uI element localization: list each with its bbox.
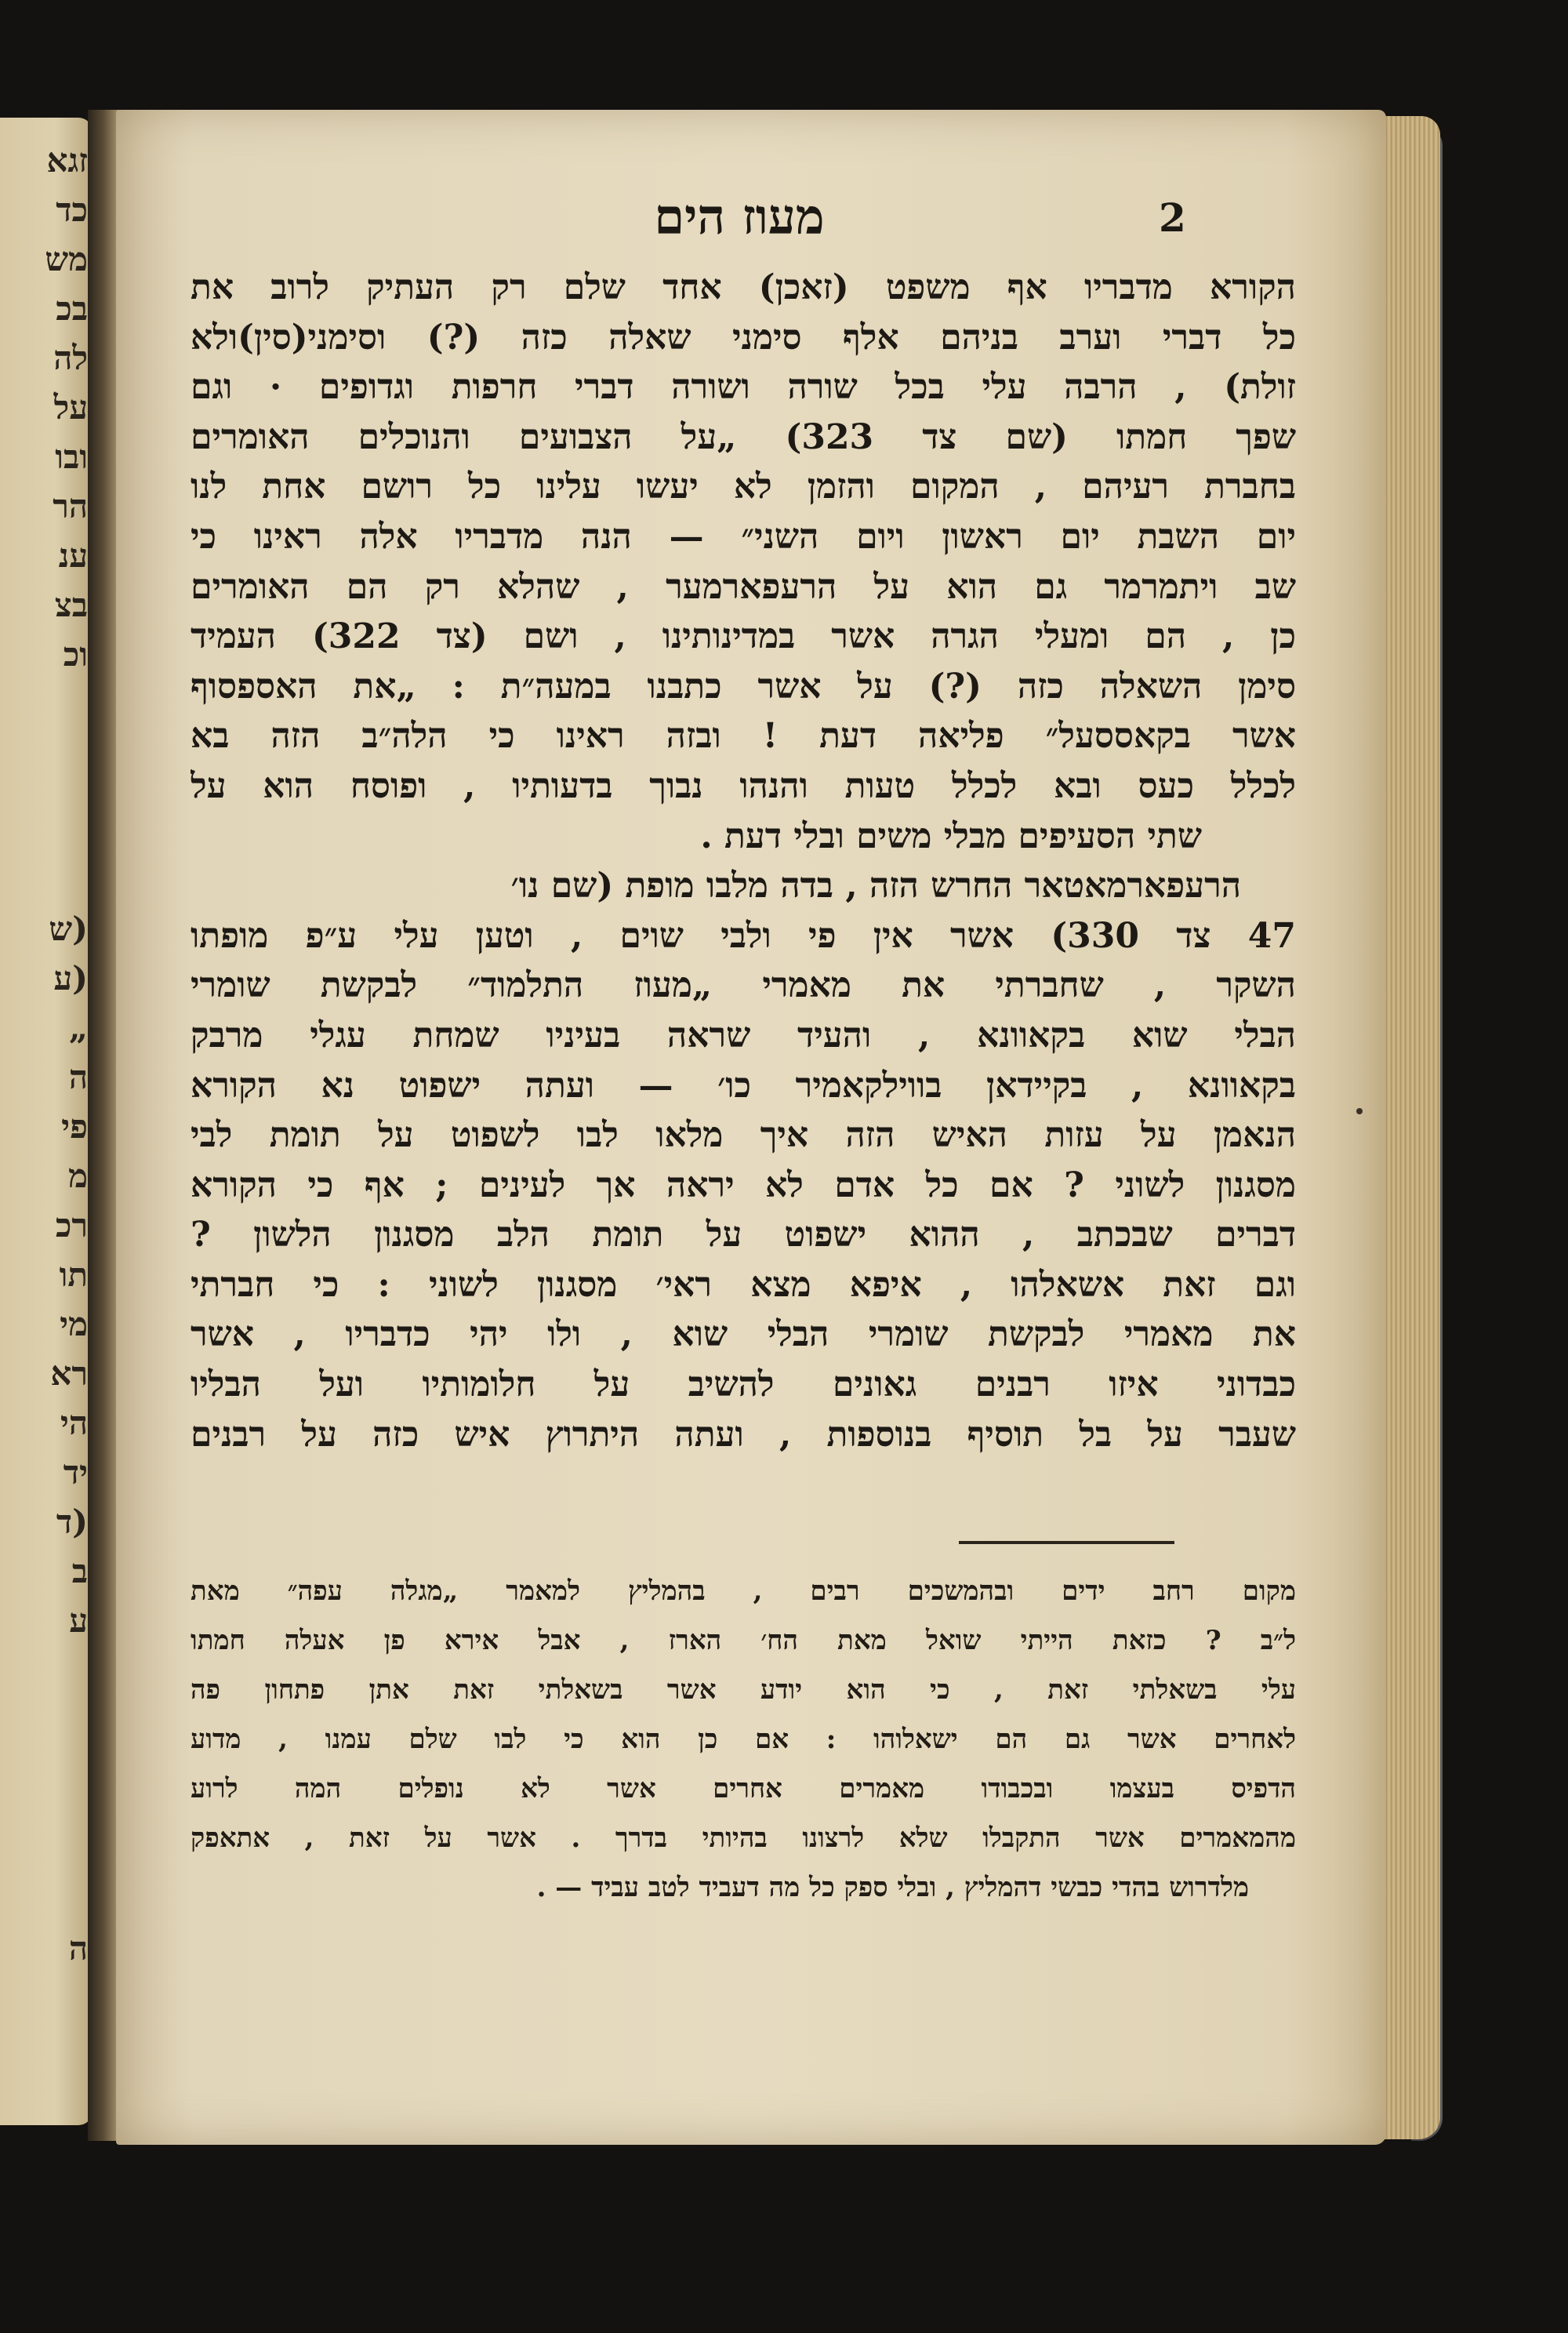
body-line: 47 צד 330) אשר אין פי ולבי שוים , וטען עלי ע״פ מופתו xyxy=(191,915,1296,956)
body-line: בחברת רעיהם , המקום והזמן לא יעשו עלינו כל רושם אחת לנו xyxy=(191,467,1296,507)
left-page-line: זגא xyxy=(46,141,88,180)
left-page-line: „ xyxy=(68,1008,88,1047)
left-page-line: וכ xyxy=(63,635,88,674)
body-line: סימן השאלה כזה (?) על אשר כתבנו במעה״ת : „את האספסוף xyxy=(191,666,1296,707)
body-line: וגם זאת אשאלהו , איפא מצא ראי׳ מסגנון לשוני : כי חברתי xyxy=(191,1264,1296,1305)
left-page-line: הר xyxy=(53,487,88,525)
left-page-line: מ xyxy=(68,1157,88,1195)
left-page-line: תו xyxy=(59,1256,88,1294)
body-line: כבדוני איזו רבנים גאונים להשיב על חלומותיו ועל הבליו xyxy=(191,1365,1296,1405)
footnote-block xyxy=(191,1567,1296,1913)
left-page-line: ה xyxy=(68,1929,88,1968)
footnote-line: עלי בשאלתי זאת , כי הוא יודע אשר בשאלתי זאת אתן פתחון פה xyxy=(191,1674,1296,1706)
body-line: שפך חמתו (שם צד 323) „על הצבועים והנוכלים האומרים xyxy=(191,416,1296,457)
book-gutter xyxy=(88,110,119,2141)
left-page-line: רא xyxy=(50,1354,88,1393)
body-line: הקורא מדבריו אף משפט (זאכן) אחד שלם רק העתיק לרוב את xyxy=(191,267,1296,307)
body-line: את מאמרי לבקשת שומרי הבלי שוא , ולו יהי כדבריו , אשר xyxy=(191,1314,1296,1355)
margin-mark xyxy=(1356,1108,1363,1114)
left-page-line: כד xyxy=(56,191,88,229)
left-page-line: לה xyxy=(53,339,88,377)
body-line: כל דברי וערב בניהם אלף סימני שאלה כזה (?) וסימני(סין)ולא xyxy=(191,317,1296,358)
body-line: בקאוונא , בקיידאן בווילקאמיר כו׳ — ועתה ישפוט נא הקורא xyxy=(191,1065,1296,1106)
left-page-line: (ד xyxy=(56,1503,88,1541)
left-page-line: מי xyxy=(60,1305,88,1343)
paragraph-start-line: הרעפארמאטאר החרש הזה , בדה מלבו מופת (שם נו׳ xyxy=(510,866,1241,907)
body-line: שתי הסעיפים מבלי משים ובלי דעת . xyxy=(700,816,1202,856)
left-page-line: רכ xyxy=(55,1206,88,1245)
body-line: שעבר על בל תוסיף בנוספות , ועתה היתרוץ איש כזה על רבנים xyxy=(191,1414,1296,1455)
left-page-fragment xyxy=(0,118,93,2125)
body-line: כן , הם ומעלי הגרה אשר במדינותינו , ושם (צד 322) העמיד xyxy=(191,616,1296,657)
running-title: מעוז הים xyxy=(654,188,825,245)
page-number: 2 xyxy=(1159,194,1186,241)
left-page-line: על xyxy=(53,388,88,427)
body-line: השקר , שחברתי את מאמרי „מעוז התלמוד״ לבקשת שומרי xyxy=(191,965,1296,1006)
body-line: דברים שבכתב , ההוא ישפוט על תומת הלב מסגנון הלשון ? xyxy=(191,1215,1296,1256)
footnote-line: ל״ב ? כזאת הייתי שואל מאת הח׳ הארז , אבל אירא פן אעלה חמתו xyxy=(191,1625,1296,1656)
body-line: מסגנון לשוני ? אם כל אדם לא יראה אך לעינים ; אף כי הקורא xyxy=(191,1165,1296,1205)
body-line: לכלל כעס ובא לכלל טעות והנהו נבוך בדעותיו , ופוסח הוא על xyxy=(191,765,1296,806)
page-header xyxy=(116,188,1386,251)
footnote-line: מלדרוש בהדי כבשי דהמליץ , ובלי ספק כל מה דעביד לטב עביד — . xyxy=(536,1872,1249,1903)
left-page-line: (ע xyxy=(53,959,88,998)
body-line: אשר בקאססעל״ פליאה דעת ! ובזה ראינו כי הלה״ב הזה בא xyxy=(191,716,1296,757)
footnote-line: הדפיס בעצמו ובכבודו מאמרים אחרים אשר לא נופלים המה לרוע xyxy=(191,1773,1296,1804)
left-page-line: ענ xyxy=(58,536,88,575)
left-page-line: פי xyxy=(61,1107,88,1146)
left-page-line: (ש xyxy=(49,910,88,948)
left-page-line: ובו xyxy=(55,438,88,476)
right-page xyxy=(116,110,1386,2145)
left-page-line: בכ xyxy=(56,289,88,328)
left-page-line: הי xyxy=(60,1404,88,1442)
left-page-line: מש xyxy=(45,240,88,278)
body-line: זולת) , הרבה עלי בכל שורה ושורה דברי חרפות וגדופים · וגם xyxy=(191,367,1296,408)
body-line: שב ויתמרמר גם הוא על הרעפארמער , שהלא רק הם האומרים xyxy=(191,566,1296,607)
left-page-line: ע xyxy=(69,1601,88,1640)
footnote-separator xyxy=(959,1541,1174,1544)
body-text xyxy=(191,263,1296,1459)
body-line: הנאמן על עזות האיש הזה איך מלאו לבו לשפוט על תומת לבי xyxy=(191,1115,1296,1156)
left-page-line: ה xyxy=(68,1058,88,1096)
footnote-line: מהמאמרים אשר התקבלו שלא לרצונו בהיותי בדרך . אשר על זאת , אתאפק xyxy=(191,1822,1296,1854)
left-page-line: יד xyxy=(63,1453,88,1492)
body-line: הבלי שוא בקאוונא , והעיד שראה בעיניו שמחת עגלי מרבק xyxy=(191,1015,1296,1056)
left-page-line: בצ xyxy=(54,586,88,624)
left-page-line: ב xyxy=(71,1552,88,1590)
body-line: יום השבת יום ראשון ויום השני״ — הנה מדבריו אלה ראינו כי xyxy=(191,516,1296,557)
footnote-line: מקום רחב ידים ובהמשכים רבים , בהמליץ למאמר „מגלה עפה״ מאת xyxy=(191,1575,1296,1607)
footnote-line: לאחרים אשר גם הם ישאלוהו : אם כן הוא כי לבו שלם עמנו , מדוע xyxy=(191,1724,1296,1755)
